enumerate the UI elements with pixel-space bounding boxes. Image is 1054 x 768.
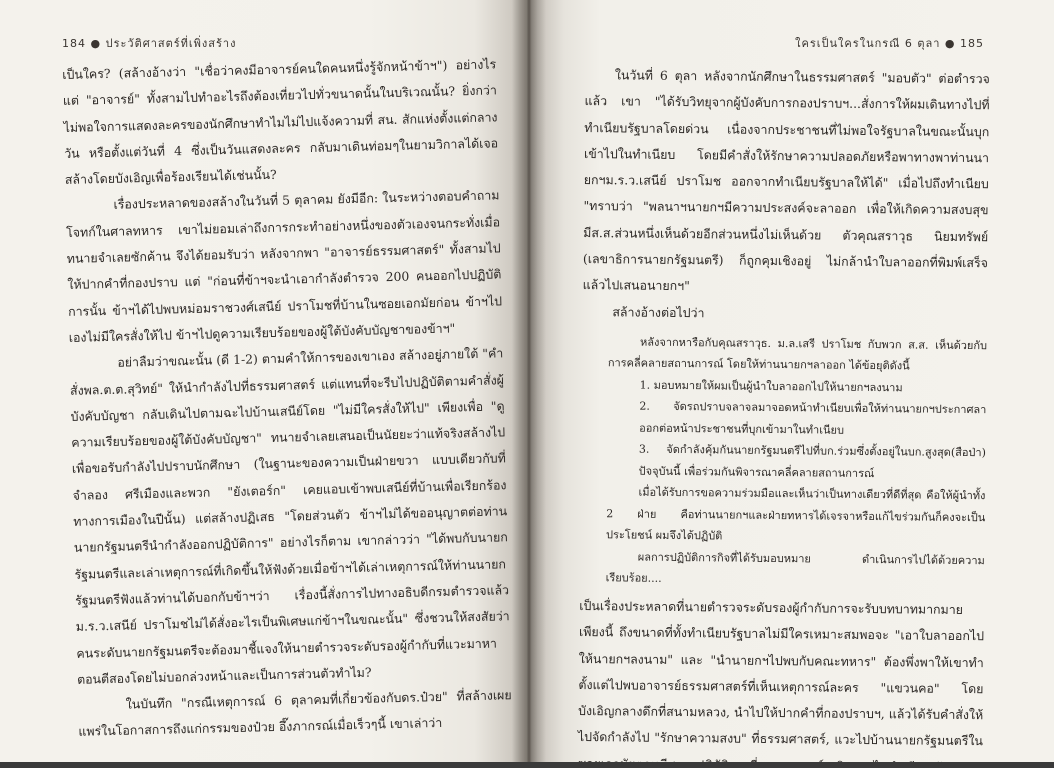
quote-intro: หลังจากหารือกับคุณสราวุธ. ม.ล.เสรี ปราโมช กับพวก ส.ส. เห็นด้วยกับการคลี่คลายสถานการณ์ โดยให้ท่านนายกฯลาออก ได้ข้อยุติดังนี้ (607, 335, 988, 373)
right-paragraph-2: สล้างอ้างต่อไปว่า (612, 303, 705, 320)
left-page-header: 184 ● ประวัติศาสตร์ที่เพิ่งสร้าง (62, 37, 237, 50)
quote-list-item: 1. มอบหมายให้ผมเป็นผู้นำใบลาออกไปให้นายกฯลงนาม (639, 378, 903, 395)
block-quote (605, 331, 987, 593)
right-paragraph-3: เป็นเรื่องประหลาดที่นายตำรวจระดับรองผู้กำกับการจะรับบทบาทมากมายเพียงนี้ ถึงขนาดที่ทั้งทำเนียบรัฐบาลไม่มีใครเหมาะสมพอจะ "เอาใบลาออกไปให้นายกฯลงนาม" และ "นำนายกฯไปพบกับคณะทหาร" ต้องพึ่งพาให้เขาทำ ตั้งแต่ไปพบอาจารย์ธรรมศาสตร์ที่เห็นเหตุการณ์ละคร "แขวนคอ" โดยบังเอิญกลางดึกที่สนามหลวง, นำไปให้ปากคำที่กองปราบฯ, แล้วได้รับคำสั่งให้ไปจัดกำลังไป "รักษาความสงบ" ที่ธรรมศาสตร์, แวะไปบ้านนายกรัฐมนตรีในซอยเอกมัยตอนตีสอง, (577, 597, 985, 749)
left-paragraph-4: ในบันทึก "กรณีเหตุการณ์ 6 ตุลาคมที่เกี่ยวข้องกับดร.ป๋วย" ที่สล้างเผยแพร่ในโอกาสการถึงแก่กรรมของป๋วย อึ๊งภากรณ์เมื่อเร็วๆนี้ เขาเล่าว่า (78, 687, 512, 740)
quote-list-item: 2. จัดรถปราบจลาจลมาจอดหน้าทำเนียบเพื่อให้ท่านนายกฯประกาศลาออกต่อหน้าประชาชนที่บุกเข้ามาในทำเนียบ (639, 400, 987, 437)
left-paragraph-1: เป็นใคร? (สล้างอ้างว่า "เชื่อว่าคงมีอาจารย์คนใดคนหนึ่งรู้จักหน้าข้าฯ") อย่างไรแต่ "อาจารย์" ทั้งสามไปทำอะไรถึงต้องเที่ยวไปทั่วขนาดนั้นในบริเวณนั้น? ยิ่งกว่าไม่พอใจการแสดงละครของนักศึกษาทำไมไม่ไปแจ้งความที่ สน. สักแห่งตั้งแต่กลางวัน หรือตั้งแต่วันที่ 4 ซึ่งเป็นวันแสดงละคร กลับมาเดินท่อมๆในยามวิกาลได้เจอสล้างโดยบังเอิญเพื่อร้องเรียนได้เช่นนั้น? (62, 56, 499, 188)
left-page-body (62, 51, 513, 745)
scan-bottom-edge (0, 762, 1054, 768)
left-paragraph-2: เรื่องประหลาดของสล้างในวันที่ 5 ตุลาคม ยังมีอีก: ในระหว่างตอบคำถามโจทก์ในศาลทหาร เขาไม่ยอมเล่าถึงการกระทำอย่างหนึ่งของตัวเองจนกระทั่งเมื่อทนายจำเลยซักค้าน จึงได้ยอมรับว่า หลังจากพา "อาจารย์ธรรมศาสตร์" ทั้งสามไปให้ปากคำที่กองปราบ แต่ "ก่อนที่ข้าฯจะนำเอากำลังตำรวจ 200 คนออกไปปฏิบัติการนั้น ข้าฯได้ไปพบหม่อมราชวงศ์เสนีย์ ปราโมชที่บ้านในซอยเอกมัยก่อน ข้าฯไปเองไม่มีใครสั่งให้ไป ข้าฯไปดูความเรียบร้อยของผู้ใต้บังคับบัญชาของข้าฯ" (65, 187, 503, 345)
quote-outcome: ผลการปฏิบัติการกิจที่ได้รับมอบหมาย ดำเนินการไปได้ด้วยความเรียบร้อย.... (605, 550, 985, 586)
quote-middle: เมื่อได้รับการขอความร่วมมือและเห็นว่าเป็นทางเดียวที่ดีที่สุด คือให้ผู้นำทั้ง 2 ฝ่าย คือท่านนายกฯและฝ่ายทหารได้เจรจาหรือแก้ไขร่วมกันก็คงจะเป็นประโยชน์ ผมจึงได้ปฏิบัติ (605, 486, 986, 543)
left-paragraph-3: อย่าลืมว่าขณะนั้น (ดี 1-2) ตามคำให้การของเขาเอง สล้างอยู่ภายใต้ "คำสั่งพล.ต.ต.สุวิทย์" ให้นำกำลังไปที่ธรรมศาสตร์ แต่แทนที่จะรีบไปปฏิบัติตามคำสั่งผู้บังคับบัญชา กลับเดินไปตามฉะไปบ้านเสนีย์โดย "ไม่มีใครสั่งให้ไป" เพียงเพื่อ "ดูความเรียบร้อยของผู้ใต้บังคับบัญชา" ทนายจำเลยเสนอเป็นนัยยะว่าแท้จริงสล้างไปเพื่อขอรับกำลังไปปราบนักศึกษา (ในฐานะของความเป็นฝ่ายขวา แบบเดียวกับที่จำลอง ศรีเมืองและพวก "ยังเตอร์ก" เคยแอบเข้าพบเสนีย์ที่บ้านเพื่อเรียกร้องทางการเมืองในปีนั้น) แต่สล้างปฏิเสธ "โดยส่วนตัว ข้าฯไม่ได้ขออนุญาตต่อท่านนายกรัฐมนตรีนำกำลังออกปฏิบัติการ" อย่างไรก็ตาม เขากล่าวว่า "ได้พบกับนายกรัฐมนตรีและเล่าเหตุการณ์ที่เกิดขึ้นให้ฟังด้วยเมื่อข้าฯได้เล่าเหตุการณ์ให้ท่านนายกรัฐมนตรีฟังแล้วท่านได้บอกกับข้าฯว่า เรื่องนี้สั่งการไปทางอธิบดีกรมตำรวจแล้ว ม.ร.ว.เสนีย์ ปราโมชไม่ได้สั่งอะไรเป็นพิเศษแก่ข้าฯในขณะนั้น" ซึ่งชวนให้สงสัยว่าคนระดับนายกรัฐมนตรีจะต้องมาชี้แจงให้นายตำรวจระดับรองผู้กำกับที่แวะมาหาตอนตีสองโดยไม่บอกล่วงหน้าและเป็นการส่วนตัวทำไม? (69, 345, 510, 687)
quote-list-item: 3. จัดกำลังคุ้มกันนายกรัฐมนตรีไปที่บก.ร่วมซึ่งตั้งอยู่ในบก.สูงสุด(สือป่า) ปัจจุบันนี้ เพื่อร่วมกันพิจารณาคลี่คลายสถานการณ์ (638, 443, 986, 481)
right-page-body (578, 62, 990, 768)
right-paragraph-1: ในวันที่ 6 ตุลา หลังจากนักศึกษาในธรรมศาสตร์ "มอบตัว" ต่อตำรวจแล้ว เขา "ได้รับวิทยุจากผู้บังคับการกองปราบฯ...สั่งการให้ผมเดินทางไปที่ทำเนียบรัฐบาลโดยด่วน เนื่องจากประชาชนที่ไม่พอใจรัฐบาลในขณะนั้นบุกเข้าไปในทำเนียบ โดยมีคำสั่งให้รักษาความปลอดภัยหรือพาทางพาท่านนายกฯม.ร.ว.เสนีย์ ปราโมช ออกจากทำเนียบรัฐบาลให้ได้" เมื่อไปถึงทำเนียบ "ทราบว่า "พลนาฯนายกฯมีความประสงค์จะลาออก เพื่อให้เกิดความสงบสุข มีส.ส.ส่วนหนึ่งเห็นด้วยอีกส่วนหนึ่งไม่เห็นด้วย ตัวคุณสราวุธ นิยมทรัพย์ (เลขาธิการนายกรัฐมนตรี) ก็ถูกคุมเชิงอยู่ ไม่กล้านำใบลาออกที่พิมพ์เสร็จแล้วไปเสนอนายกฯ" (582, 67, 990, 294)
right-page-header: ใครเป็นใครในกรณี 6 ตุลา ● 185 (795, 37, 984, 50)
quote-list (607, 374, 987, 485)
